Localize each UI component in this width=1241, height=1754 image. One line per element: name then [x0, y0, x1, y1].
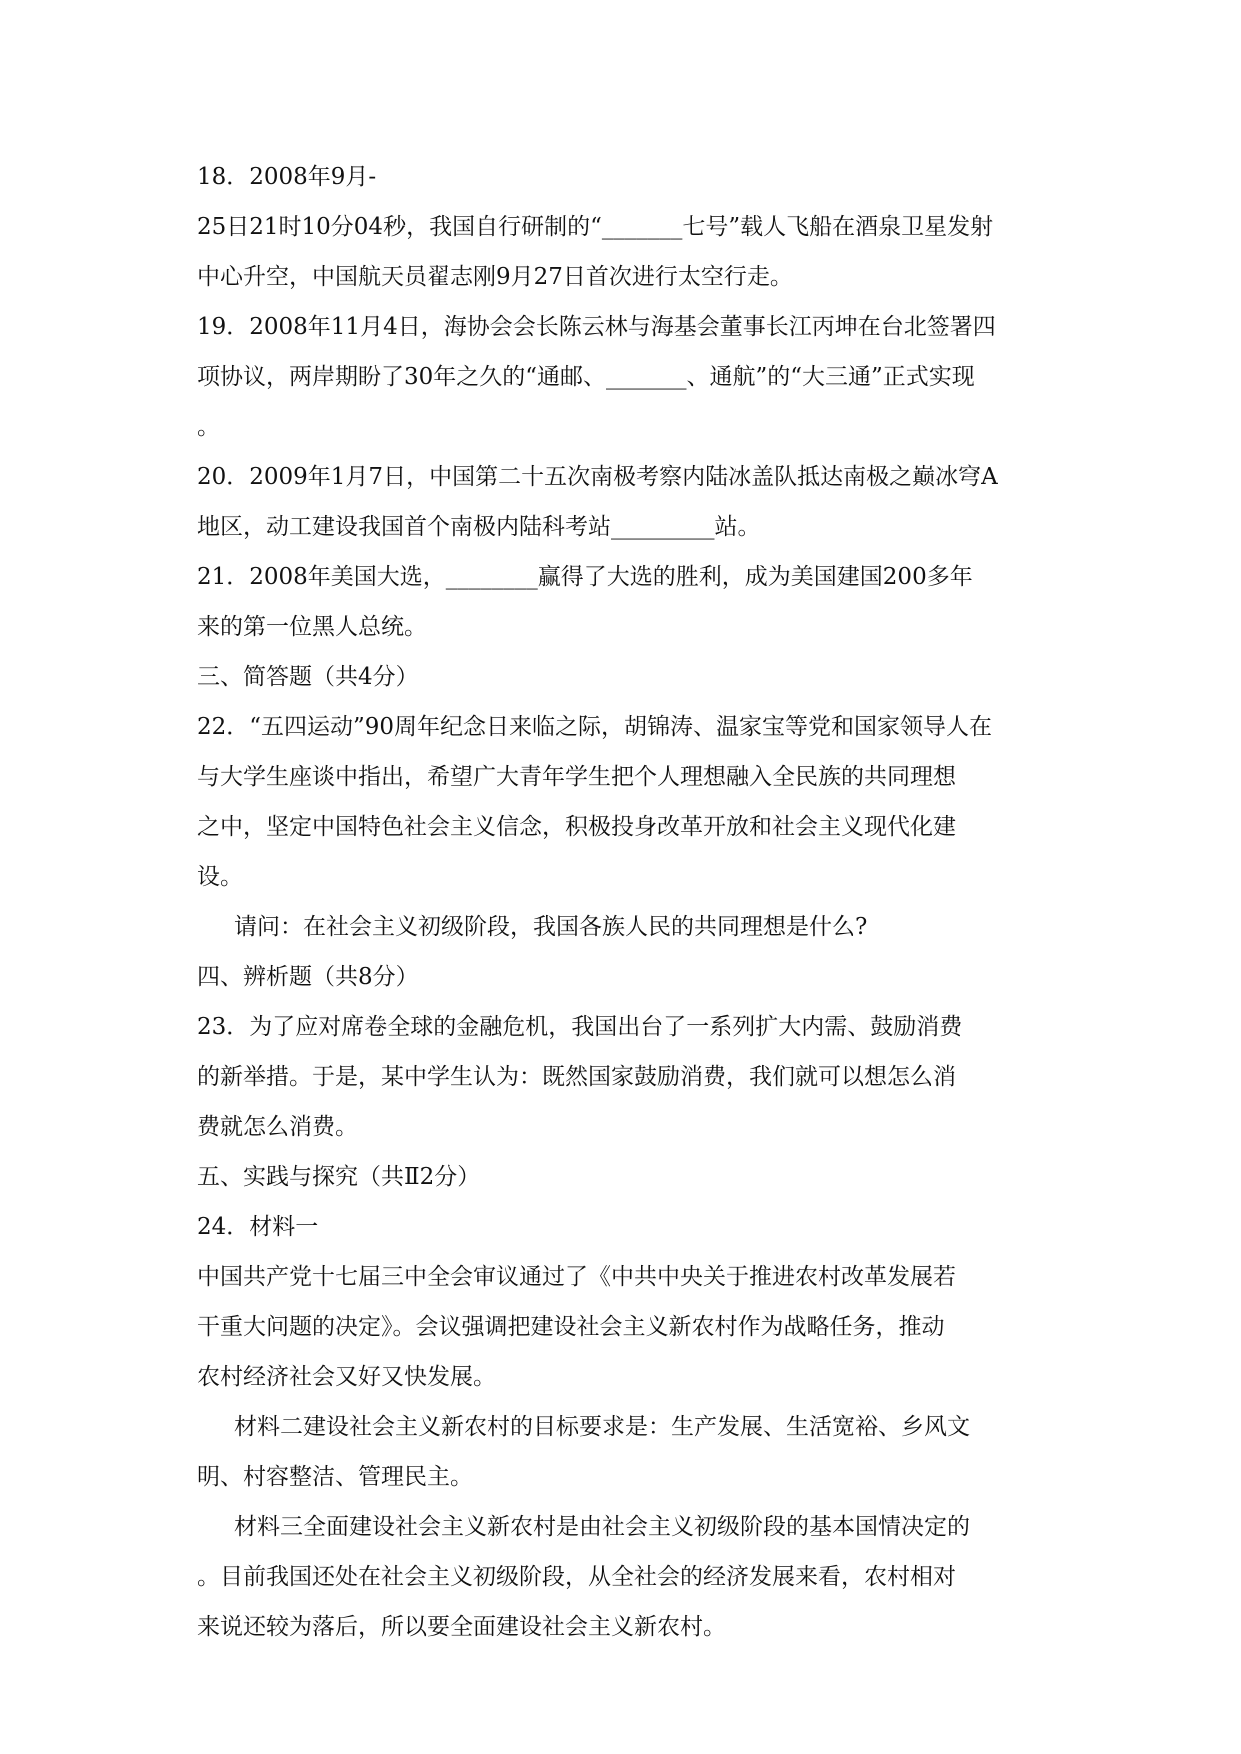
text-line: 中国共产党十七届三中全会审议通过了《中共中央关于推进农村改革发展若	[197, 1264, 956, 1290]
text-line: 五、实践与探究（共Ⅱ2分）	[197, 1164, 481, 1190]
document-page	[197, 152, 1047, 1652]
text-line: 19．2008年11月4日，海协会会长陈云林与海基会董事长江丙坤在台北签署四	[197, 314, 996, 340]
text-line: 来的第一位黑人总统。	[197, 614, 427, 640]
text-line: 费就怎么消费。	[197, 1114, 358, 1140]
text-line: 24．材料一	[197, 1214, 319, 1240]
text-line: 与大学生座谈中指出，希望广大青年学生把个人理想融入全民族的共同理想	[197, 764, 956, 790]
text-line: 21．2008年美国大选，________赢得了大选的胜利，成为美国建国200多年	[197, 564, 973, 590]
text-line: 干重大问题的决定》。会议强调把建设社会主义新农村作为战略任务，推动	[197, 1314, 945, 1340]
text-line: 项协议，两岸期盼了30年之久的“通邮、_______、通航”的“大三通”正式实现	[197, 364, 975, 390]
text-line: 。	[197, 414, 220, 440]
text-line: 。目前我国还处在社会主义初级阶段，从全社会的经济发展来看，农村相对	[197, 1564, 956, 1590]
text-line: 中心升空，中国航天员翟志刚9月27日首次进行太空行走。	[197, 264, 793, 290]
text-line: 来说还较为落后，所以要全面建设社会主义新农村。	[197, 1614, 726, 1640]
text-line: 设。	[197, 864, 243, 890]
text-line: 三、简答题（共4分）	[197, 664, 419, 690]
text-line: 25日21时10分04秒，我国自行研制的“_______七号”载人飞船在酒泉卫星发射	[197, 214, 994, 240]
text-line: 20．2009年1月7日，中国第二十五次南极考察内陆冰盖队抵达南极之巅冰穹A	[197, 464, 998, 490]
text-line: 22．“五四运动”90周年纪念日来临之际，胡锦涛、温家宝等党和国家领导人在	[197, 714, 993, 740]
text-line: 材料二建设社会主义新农村的目标要求是：生产发展、生活宽裕、乡风文	[234, 1414, 970, 1440]
text-line: 明、村容整洁、管理民主。	[197, 1464, 473, 1490]
text-line: 的新举措。于是，某中学生认为：既然国家鼓励消费，我们就可以想怎么消	[197, 1064, 956, 1090]
text-line: 农村经济社会又好又快发展。	[197, 1364, 496, 1390]
text-line: 请问：在社会主义初级阶段，我国各族人民的共同理想是什么?	[234, 914, 868, 940]
text-line: 23．为了应对席卷全球的金融危机，我国出台了一系列扩大内需、鼓励消费	[197, 1014, 963, 1040]
text-line: 18．2008年9月-	[197, 164, 377, 190]
text-line: 地区，动工建设我国首个南极内陆科考站_________站。	[197, 514, 761, 540]
text-line: 材料三全面建设社会主义新农村是由社会主义初级阶段的基本国情决定的	[234, 1514, 970, 1540]
text-line: 四、辨析题（共8分）	[197, 964, 419, 990]
text-line: 之中，坚定中国特色社会主义信念，积极投身改革开放和社会主义现代化建	[197, 814, 956, 840]
